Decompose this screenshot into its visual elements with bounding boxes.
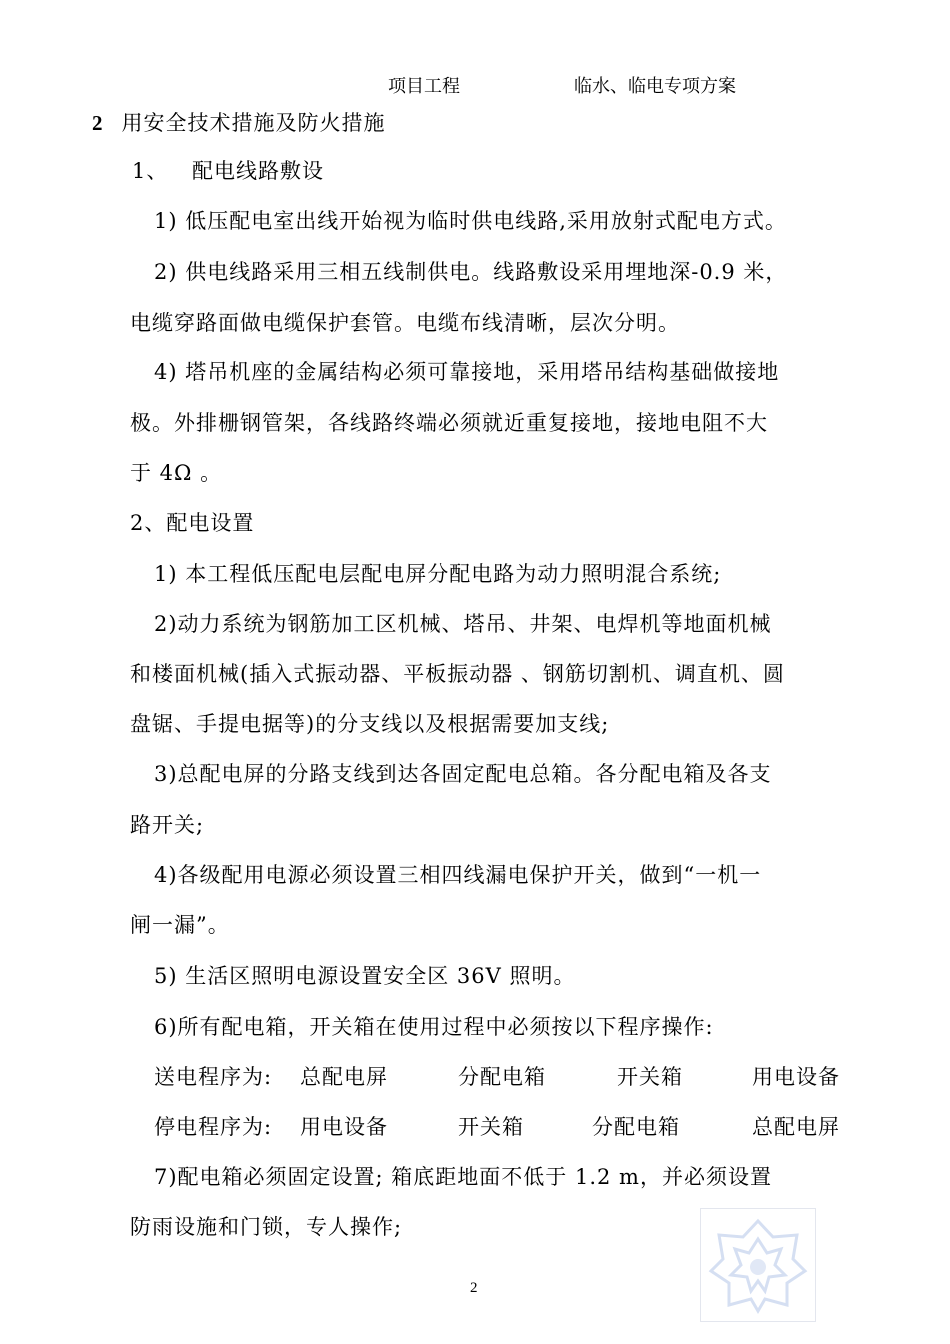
watermark-logo: [700, 1208, 816, 1322]
body-line: 盘锯、手提电据等)的分支线以及根据需要加支线;: [130, 712, 610, 736]
section-title: 用安全技术措施及防火措施: [121, 111, 386, 135]
send-step: 开关箱: [617, 1065, 683, 1089]
send-sequence-row: [154, 1061, 854, 1091]
body-line: 5) 生活区照明电源设置安全区 36V 照明。: [154, 964, 576, 988]
body-line: 2)动力系统为钢筋加工区机械、塔吊、井架、电焊机等地面机械: [154, 612, 772, 636]
body-line: 电缆穿路面做电缆保护套管。电缆布线清晰，层次分明。: [130, 311, 680, 335]
body-line: 6)所有配电箱，开关箱在使用过程中必须按以下程序操作:: [154, 1015, 714, 1039]
body-line: 4)各级配用电源必须设置三相四线漏电保护开关，做到“一机一: [154, 863, 762, 887]
subsection-number: 1、: [132, 159, 169, 183]
stop-step: 用电设备: [300, 1115, 388, 1139]
send-sequence-label: 送电程序为:: [154, 1065, 273, 1089]
body-line: 7)配电箱必须固定设置; 箱底距地面不低于 1.2 m，并必须设置: [154, 1165, 772, 1189]
body-line: 和楼面机械(插入式振动器、平板振动器 、钢筋切割机、调直机、圆: [130, 662, 785, 686]
subsection-heading-2: 2、配电设置: [130, 511, 255, 535]
stop-step: 总配电屏: [752, 1115, 840, 1139]
stop-sequence-row: [154, 1111, 854, 1141]
send-step: 分配电箱: [458, 1065, 546, 1089]
subsection-heading: [132, 155, 324, 185]
snowflake-icon: [701, 1209, 815, 1321]
body-line: 极。外排栅钢管架，各线路终端必须就近重复接地，接地电阻不大: [130, 411, 768, 435]
body-line: 3)总配电屏的分路支线到达各固定配电总箱。各分配电箱及各支: [154, 762, 772, 786]
send-step: 总配电屏: [300, 1065, 388, 1089]
stop-sequence-label: 停电程序为:: [154, 1115, 273, 1139]
body-line: 路开关;: [130, 813, 205, 837]
subsection-title: 配电线路敷设: [192, 159, 324, 183]
body-line: 于 4Ω 。: [130, 461, 223, 485]
send-step: 用电设备: [752, 1065, 840, 1089]
body-line: 防雨设施和门锁，专人操作;: [130, 1215, 403, 1239]
body-line: 4) 塔吊机座的金属结构必须可靠接地，采用塔吊结构基础做接地: [154, 360, 780, 384]
body-line: 1) 本工程低压配电层配电屏分配电路为动力照明混合系统;: [154, 562, 722, 586]
stop-step: 分配电箱: [592, 1115, 680, 1139]
header-right: 临水、临电专项方案: [574, 76, 736, 97]
section-heading: [92, 107, 386, 137]
header-left: 项目工程: [388, 76, 460, 97]
page-number: 2: [470, 1280, 478, 1296]
stop-step: 开关箱: [458, 1115, 524, 1139]
body-line: 闸一漏”。: [130, 913, 230, 937]
body-line: 2) 供电线路采用三相五线制供电。线路敷设采用埋地深-0.9 米，: [154, 260, 788, 284]
body-line: 1) 低压配电室出线开始视为临时供电线路,采用放射式配电方式。: [154, 209, 787, 233]
section-number: 2: [92, 111, 104, 135]
